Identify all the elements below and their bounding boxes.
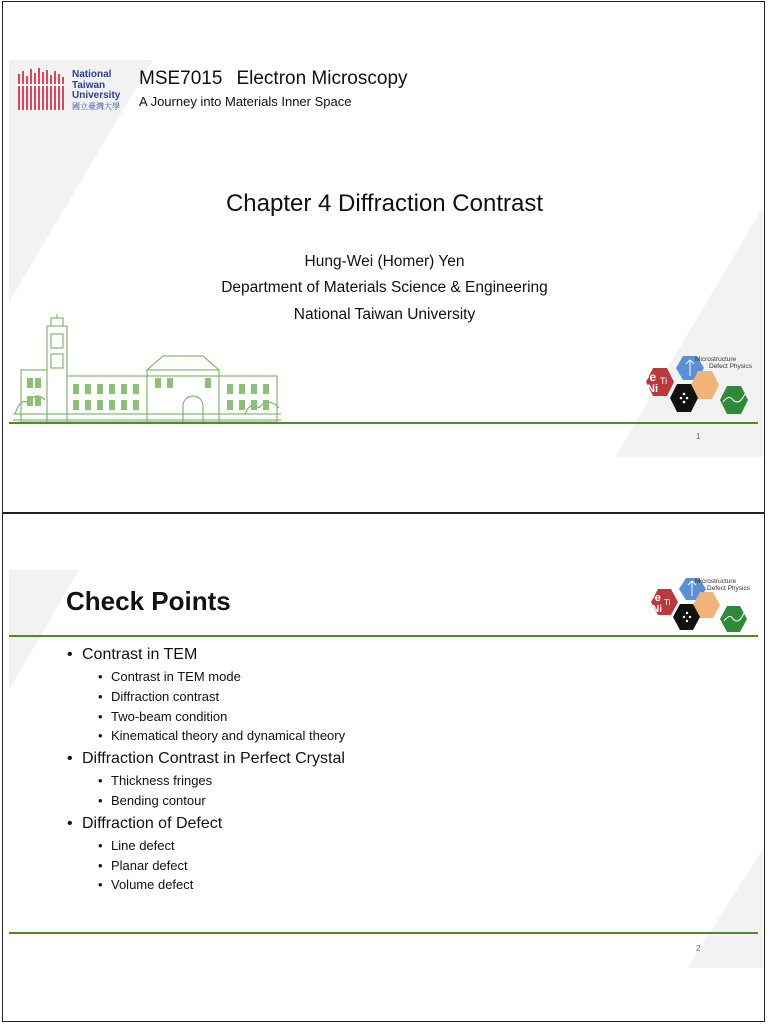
sub-bullet-list <box>82 667 345 746</box>
bullet-item <box>65 748 345 811</box>
lab-logo-line-1: Microstructure <box>695 356 737 363</box>
campus-building-illustration <box>13 314 281 422</box>
lab-logo-fe: Fe <box>642 370 657 384</box>
lab-logo-ti: Ti <box>660 376 668 386</box>
lab-logo-ni: Ni <box>652 604 662 615</box>
sub-bullet-item: • Volume defect <box>82 875 345 895</box>
institution-name: National Taiwan University <box>293 306 476 323</box>
sub-bullet-item: • Thickness fringes <box>82 771 345 791</box>
sub-bullet-item: • Diffraction contrast <box>82 687 345 707</box>
sub-bullet-list <box>82 771 345 811</box>
ntu-name-line-1: National <box>72 69 112 80</box>
chapter-title: Chapter 4 Diffraction Contrast <box>225 190 544 217</box>
course-code: MSE7015 <box>139 68 223 89</box>
ntu-name-zh: 國立臺灣大學 <box>72 101 120 111</box>
sub-bullet-item: • Line defect <box>82 836 345 856</box>
page-number: 2 <box>696 944 701 953</box>
sub-bullet-item: • Bending contour <box>82 791 345 811</box>
lab-logo-ti: Ti <box>664 598 671 607</box>
sub-bullet-item: • Two-beam condition <box>82 707 345 727</box>
ntu-logo-icon <box>17 66 69 112</box>
department-name: Department of Materials Science & Engineering <box>221 279 548 296</box>
checkpoint-list <box>65 644 345 897</box>
author-name: Hung-Wei (Homer) Yen <box>304 253 465 270</box>
sub-bullet-item: • Contrast in TEM mode <box>82 667 345 687</box>
lab-logo-line-2: Defect Physics <box>709 363 752 370</box>
bullet-label: Diffraction of Defect <box>82 814 223 832</box>
lab-logo-fe: Fe <box>648 592 661 604</box>
bullet-label: Contrast in TEM <box>82 646 198 663</box>
slide-1 <box>2 1 765 513</box>
ntu-logo-text <box>72 70 120 112</box>
bullet-item <box>65 644 345 746</box>
lab-logo-line-2: Defect Physics <box>707 585 750 592</box>
divider-line <box>9 422 758 424</box>
title-divider-line <box>9 635 758 637</box>
sub-bullet-list <box>82 836 345 895</box>
course-title: Electron Microscopy <box>236 68 408 89</box>
bullet-label: Diffraction Contrast in Perfect Crystal <box>82 750 345 768</box>
page-number: 1 <box>696 432 701 441</box>
bullet-item <box>65 813 345 895</box>
slide-2 <box>2 513 765 1022</box>
ntu-name-line-2: Taiwan <box>72 79 106 91</box>
slide-title: Check Points <box>66 586 231 616</box>
footer-divider-line <box>9 932 758 934</box>
sub-bullet-item: • Kinematical theory and dynamical theory <box>82 726 345 746</box>
course-subtitle: A Journey into Materials Inner Space <box>139 94 352 109</box>
ntu-name-line-3: University <box>72 90 121 101</box>
lab-logo-ni: Ni <box>647 383 658 395</box>
sub-bullet-item: • Planar defect <box>82 856 345 876</box>
lab-logo-line-1: Microstructure <box>695 578 737 585</box>
course-heading <box>139 68 408 90</box>
